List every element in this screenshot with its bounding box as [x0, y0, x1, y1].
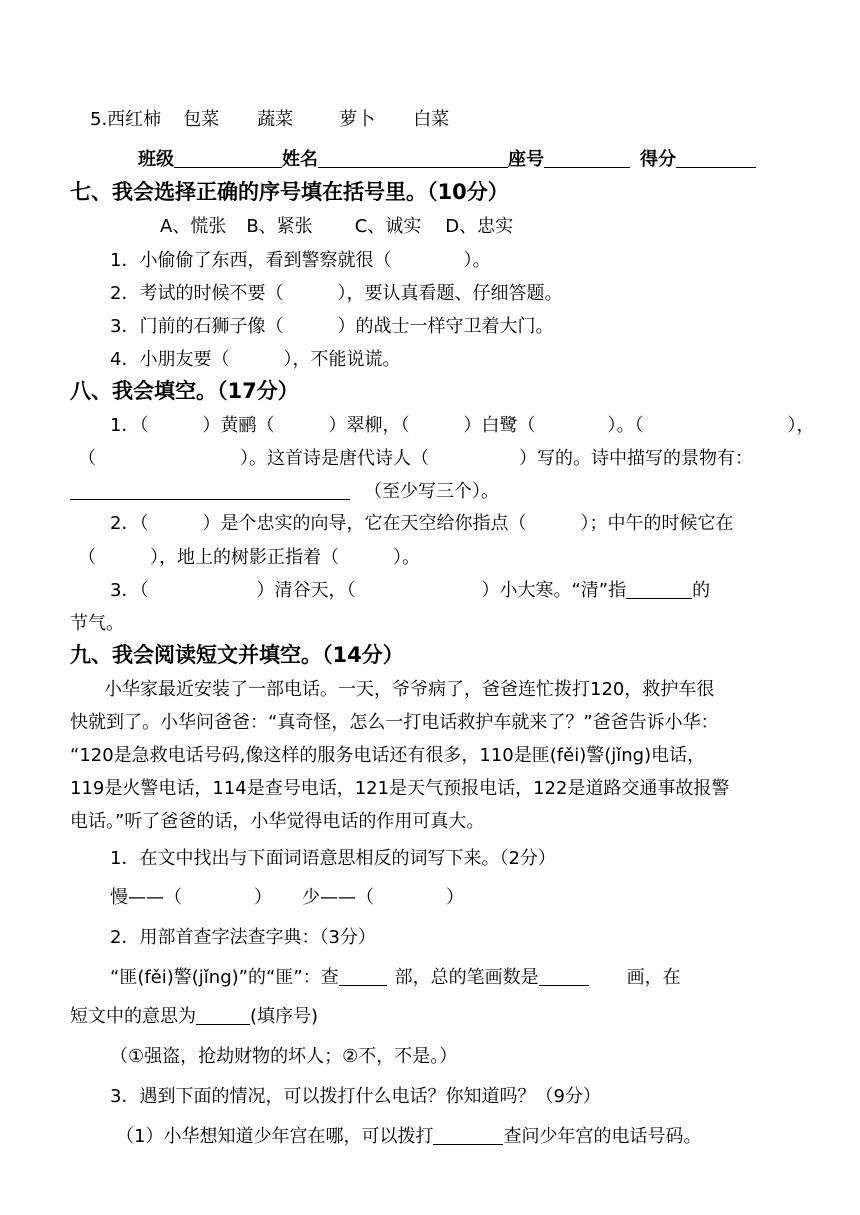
section8-q3-tail: 的: [692, 580, 711, 601]
section7-options: [160, 215, 513, 239]
passage-line: 小华家最近安装了一部电话。一天，爷爷病了，爸爸连忙拨打120，救护车很: [104, 679, 715, 700]
section9-q1-answers: [110, 886, 464, 910]
section8-q2-line1: 2．（ ）是个忠实的向导，它在天空给你指点（ ）；中午的时候它在: [110, 513, 734, 534]
section9-q3-item1: [116, 1125, 701, 1149]
student-info-row: [138, 148, 756, 172]
option: C、诚实: [354, 216, 422, 237]
section8-q1-line3: [70, 480, 499, 504]
section7-q1: 1．小偷偷了东西，看到警察就很（ ）。: [110, 250, 491, 271]
q3-item1-text: （1）小华想知道少年宫在哪，可以拨打: [116, 1126, 434, 1147]
q3-item1-tail: 查问少年宫的电话号码。: [503, 1126, 702, 1147]
section9-q2-note: （①强盗，抢劫财物的坏人；②不，不是。）: [110, 1046, 458, 1067]
stroke-blank[interactable]: [539, 967, 589, 986]
section9-q2-line2: [70, 1005, 318, 1029]
phone-blank[interactable]: [433, 1126, 503, 1145]
section8-q3-line2: 节气。: [70, 613, 124, 634]
top-word: 萝卜: [339, 109, 376, 130]
antonym-slow: 慢——（ ）: [110, 887, 272, 908]
score-blank[interactable]: [676, 149, 756, 168]
meaning-prompt: 短文中的意思为: [70, 1006, 196, 1027]
section7-q2: 2．考试的时候不要（ ），要认真看题、仔细答题。: [110, 283, 563, 304]
seat-label: 座号: [508, 149, 544, 170]
section9-q3: 3．遇到下面的情况，可以拨打什么电话？你知道吗？（9分）: [110, 1086, 601, 1107]
option: D、忠实: [445, 216, 514, 237]
stroke-prompt: 部，总的笔画数是: [394, 967, 539, 988]
section8-q1-note: （至少写三个）。: [364, 481, 499, 502]
section9-q2-line1: [110, 966, 681, 990]
seat-blank[interactable]: [544, 149, 630, 168]
score-label: 得分: [640, 149, 676, 170]
section7-q3: 3．门前的石狮子像（ ）的战士一样守卫着大门。: [110, 316, 554, 337]
top-word: 蔬菜: [257, 109, 294, 130]
passage-line: 快就到了。小华问爸爸：“真奇怪，怎么一打电话救护车就来了？”爸爸告诉小华：: [70, 712, 719, 733]
passage-line: 119是火警电话，114是查号电话，121是天气预报电话，122是道路交通事故报警: [70, 778, 730, 799]
section7-q4: 4．小朋友要（ ），不能说谎。: [110, 349, 401, 370]
section8-title: 八、我会填空。（17分）: [70, 379, 299, 403]
meaning-blank[interactable]: [196, 1006, 250, 1025]
section8-q3-line1: [110, 579, 710, 603]
qing-blank[interactable]: [626, 580, 692, 599]
name-blank[interactable]: [318, 149, 508, 168]
top-word: 包菜: [183, 109, 220, 130]
section8-q3-text: 3．（ ）清谷天，（ ）小大寒。“清”指: [110, 580, 627, 601]
class-label: 班级: [138, 149, 174, 170]
top-word-line: [90, 108, 449, 132]
meaning-tail: (填序号): [250, 1006, 319, 1027]
section8-q1-line2: （ ）。这首诗是唐代诗人（ ）写的。诗中描写的景物有：: [78, 448, 753, 469]
passage-line: “120是急救电话号码,像这样的服务电话还有很多，110是匪(fěi)警(jǐng)电话，: [70, 745, 706, 766]
antonym-few: 少——（ ）: [302, 887, 464, 908]
section9-q1: 1．在文中找出与下面词语意思相反的词写下来。（2分）: [110, 848, 556, 869]
top-word: 白菜: [413, 109, 450, 130]
section9-q2: 2．用部首查字法查字典：（3分）: [110, 927, 376, 948]
section8-q1-line1: 1．（ ）黄鹂（ ）翠柳，（ ）白鹭（ ）。（ ），: [110, 415, 815, 436]
scenery-blank[interactable]: [70, 481, 350, 500]
option: B、紧张: [246, 216, 313, 237]
radical-prompt: “匪(fěi)警(jǐng)”的“匪”：查: [110, 967, 339, 988]
passage-line: 电话。”听了爸爸的话，小华觉得电话的作用可真大。: [70, 811, 485, 832]
radical-blank[interactable]: [339, 967, 387, 986]
option: A、慌张: [160, 216, 227, 237]
top-word-prefix: 5.西红柿: [90, 109, 162, 130]
section9-title: 九、我会阅读短文并填空。（14分）: [70, 643, 404, 667]
class-blank[interactable]: [174, 149, 282, 168]
name-label: 姓名: [282, 149, 318, 170]
stroke-tail: 画，在: [626, 967, 681, 988]
section7-title: 七、我会选择正确的序号填在括号里。（10分）: [70, 180, 509, 204]
section8-q2-line2: （ ），地上的树影正指着（ ）。: [78, 547, 420, 568]
